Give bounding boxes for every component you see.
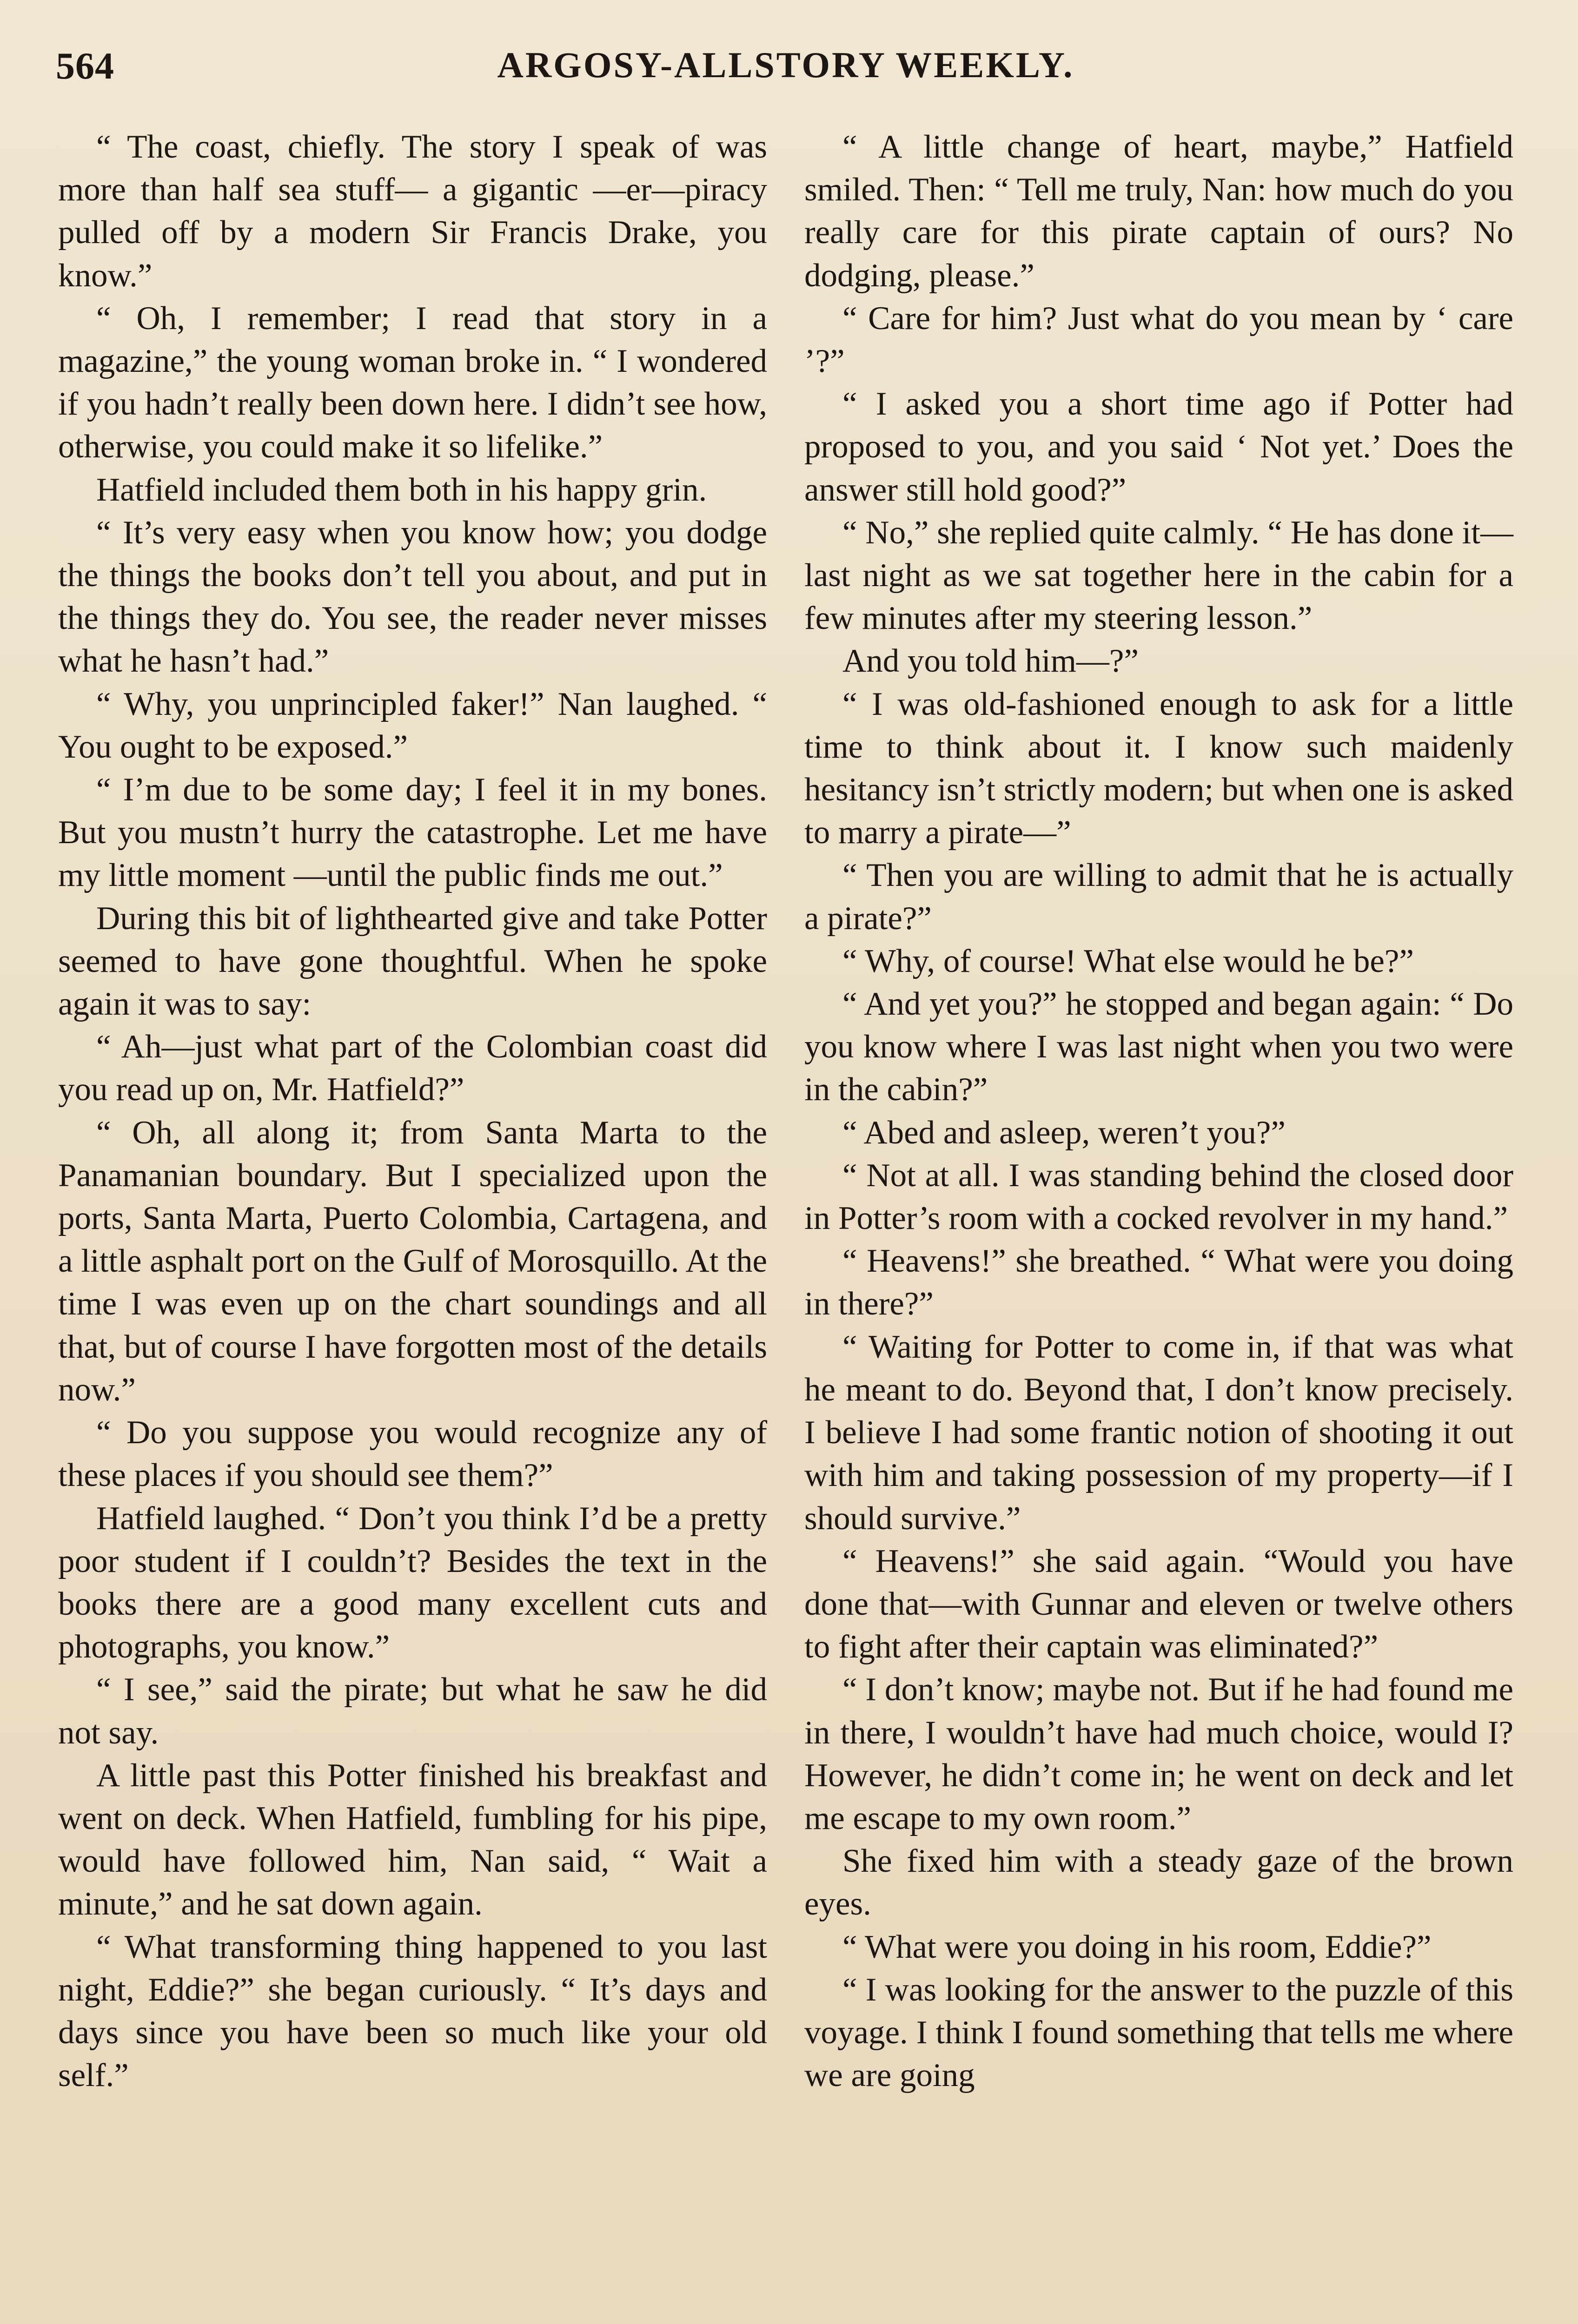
paragraph: “ Do you suppose you would recognize any of these places if you should see them?”	[58, 1414, 767, 1494]
paragraph: “ Ah—just what part of the Colombian coast did you read up on, Mr. Hatfield?”	[58, 1029, 767, 1108]
left-column	[58, 125, 767, 2097]
paragraph: “ Care for him? Just what do you mean by ‘ care ’?”	[804, 300, 1513, 380]
paragraph: “ Why, of course! What else would he be?”	[842, 943, 1414, 979]
paragraph: And you told him—?”	[842, 643, 1139, 680]
paragraph: “ Heavens!” she breathed. “ What were you doing in there?”	[804, 1243, 1513, 1322]
paragraph: “ I asked you a short time ago if Potter had proposed to you, and you said ‘ Not yet.’ Does the answer still hold good?”	[804, 386, 1513, 508]
running-head: ARGOSY-ALLSTORY WEEKLY.	[497, 45, 1074, 85]
paragraph: “ I see,” said the pirate; but what he saw he did not say.	[58, 1671, 767, 1751]
page-number: 564	[56, 45, 114, 87]
paragraph: “ The coast, chiefly. The story I speak of was more than half sea stuff— a gigantic —er—piracy pulled off by a modern Sir Francis Drake, you know.”	[58, 129, 767, 294]
paragraph: During this bit of lighthearted give and take Potter seemed to have gone thoughtful. When he spoke again it was to say:	[58, 900, 767, 1023]
right-column	[804, 125, 1513, 2097]
paragraph: “ Abed and asleep, weren’t you?”	[842, 1114, 1286, 1151]
paragraph: “ Not at all. I was standing behind the closed door in Potter’s room with a cocked revolver in my hand.”	[804, 1157, 1513, 1237]
paragraph: “ I was looking for the answer to the puzzle of this voyage. I think I found something that tells me where we are going	[804, 1971, 1513, 2094]
paragraph: “ Oh, I remember; I read that story in a magazine,” the young woman broke in. “ I wondered if you hadn’t really been down here. I didn’t see how, otherwise, you could make it so lifelike.”	[58, 300, 767, 465]
paragraph: “ It’s very easy when you know how; you dodge the things the books don’t tell you about, and put in the things they do. You see, the reader never misses what he hasn’t had.”	[58, 514, 767, 680]
page-header	[56, 44, 1525, 95]
paragraph: “ Oh, all along it; from Santa Marta to the Panamanian boundary. But I specialized upon the ports, Santa Marta, Puerto Colombia, Cartagena, and a little asphalt port on the Gulf of Morosquillo. At the time I was even up on the chart soundings and all that, but of course I have forgotten most of the details now.”	[58, 1114, 767, 1408]
paragraph: “ Waiting for Potter to come in, if that was what he meant to do. Beyond that, I don’t know precisely. I believe I had some frantic notion of shooting it out with him and taking possession of my property—if I should survive.”	[804, 1328, 1513, 1537]
paragraph: Hatfield included them both in his happy grin.	[96, 471, 707, 508]
paragraph: “ I don’t know; maybe not. But if he had found me in there, I wouldn’t have had much choice, would I? However, he didn’t come in; he went on deck and let me escape to my own room.”	[804, 1671, 1513, 1836]
paragraph: “ Then you are willing to admit that he is actually a pirate?”	[804, 857, 1513, 937]
paragraph: A little past this Potter finished his breakfast and went on deck. When Hatfield, fumbling for his pipe, would have followed him, Nan said, “ Wait a minute,” and he sat down again.	[58, 1757, 767, 1922]
paragraph: “ No,” she replied quite calmly. “ He has done it—last night as we sat together here in the cabin for a few minutes after my steering lesson.”	[804, 514, 1513, 637]
paragraph: “ A little change of heart, maybe,” Hatfield smiled. Then: “ Tell me truly, Nan: how much do you really care for this pirate captain of ours? No dodging, please.”	[804, 129, 1513, 294]
paragraph: “ I was old-fashioned enough to ask for a little time to think about it. I know such maidenly hesitancy isn’t strictly modern; but when one is asked to marry a pirate—”	[804, 686, 1513, 851]
paragraph: “ Why, you unprincipled faker!” Nan laughed. “ You ought to be exposed.”	[58, 686, 767, 765]
paragraph: “ What were you doing in his room, Eddie?”	[842, 1928, 1432, 1965]
paragraph: “ And yet you?” he stopped and began again: “ Do you know where I was last night when you two were in the cabin?”	[804, 986, 1513, 1108]
paragraph: She fixed him with a steady gaze of the brown eyes.	[804, 1843, 1513, 1922]
paragraph: “ I’m due to be some day; I feel it in my bones. But you mustn’t hurry the catastrophe. Let me have my little moment —until the public finds me out.”	[58, 772, 767, 894]
paragraph: “ Heavens!” she said again. “Would you have done that—with Gunnar and eleven or twelve others to fight after their captain was eliminated?”	[804, 1543, 1513, 1665]
paragraph: Hatfield laughed. “ Don’t you think I’d be a pretty poor student if I couldn’t? Besides the text in the books there are a good many excellent cuts and photographs, you know.”	[58, 1500, 767, 1665]
paragraph: “ What transforming thing happened to you last night, Eddie?” she began curiously. “ It’s days and days since you have been so much like your old self.”	[58, 1928, 767, 2094]
